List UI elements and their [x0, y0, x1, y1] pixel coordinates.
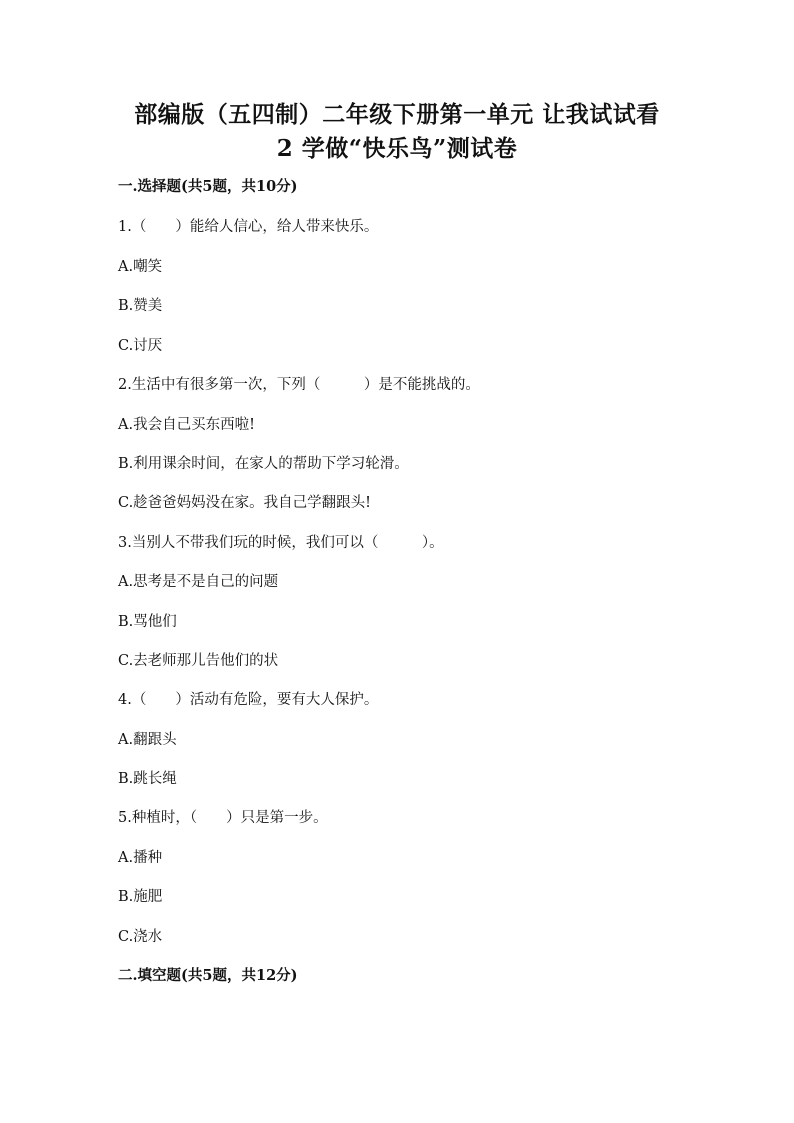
- question-1-option-b: B.赞美: [118, 298, 163, 314]
- section-heading-choice: 一.选择题(共5题，共10分): [118, 178, 298, 195]
- question-3-option-a: A.思考是不是自己的问题: [118, 574, 279, 590]
- question-4-stem: 4.（ ）活动有危险，要有大人保护。: [118, 692, 379, 708]
- question-3-stem: 3.当别人不带我们玩的时候，我们可以（ ）。: [118, 535, 444, 551]
- question-2-option-a: A.我会自己买东西啦!: [118, 417, 255, 433]
- page-title-line2: 2 学做“快乐鸟”测试卷: [276, 135, 518, 162]
- page-title-line1: 部编版（五四制）二年级下册第一单元 让我试试看: [134, 101, 660, 128]
- question-5-option-a: A.播种: [118, 850, 163, 866]
- question-5-option-b: B.施肥: [118, 889, 163, 905]
- question-5-option-c: C.浇水: [118, 929, 163, 945]
- question-2-option-c: C.趁爸爸妈妈没在家。我自己学翻跟头!: [118, 495, 372, 511]
- question-5-stem: 5.种植时，（ ）只是第一步。: [118, 810, 328, 826]
- question-1-stem: 1.（ ）能给人信心，给人带来快乐。: [118, 219, 379, 235]
- question-2-option-b: B.利用课余时间，在家人的帮助下学习轮滑。: [118, 456, 409, 472]
- question-4-option-a: A.翻跟头: [118, 732, 177, 748]
- section-heading-fill-blank: 二.填空题(共5题，共12分): [118, 967, 298, 984]
- question-1-option-a: A.嘲笑: [118, 259, 163, 275]
- question-1-option-c: C.讨厌: [118, 338, 163, 354]
- question-2-stem: 2.生活中有很多第一次，下列（ ）是不能挑战的。: [118, 377, 480, 393]
- question-3-option-c: C.去老师那儿告他们的状: [118, 653, 279, 669]
- question-4-option-b: B.跳长绳: [118, 771, 177, 787]
- question-3-option-b: B.骂他们: [118, 614, 177, 630]
